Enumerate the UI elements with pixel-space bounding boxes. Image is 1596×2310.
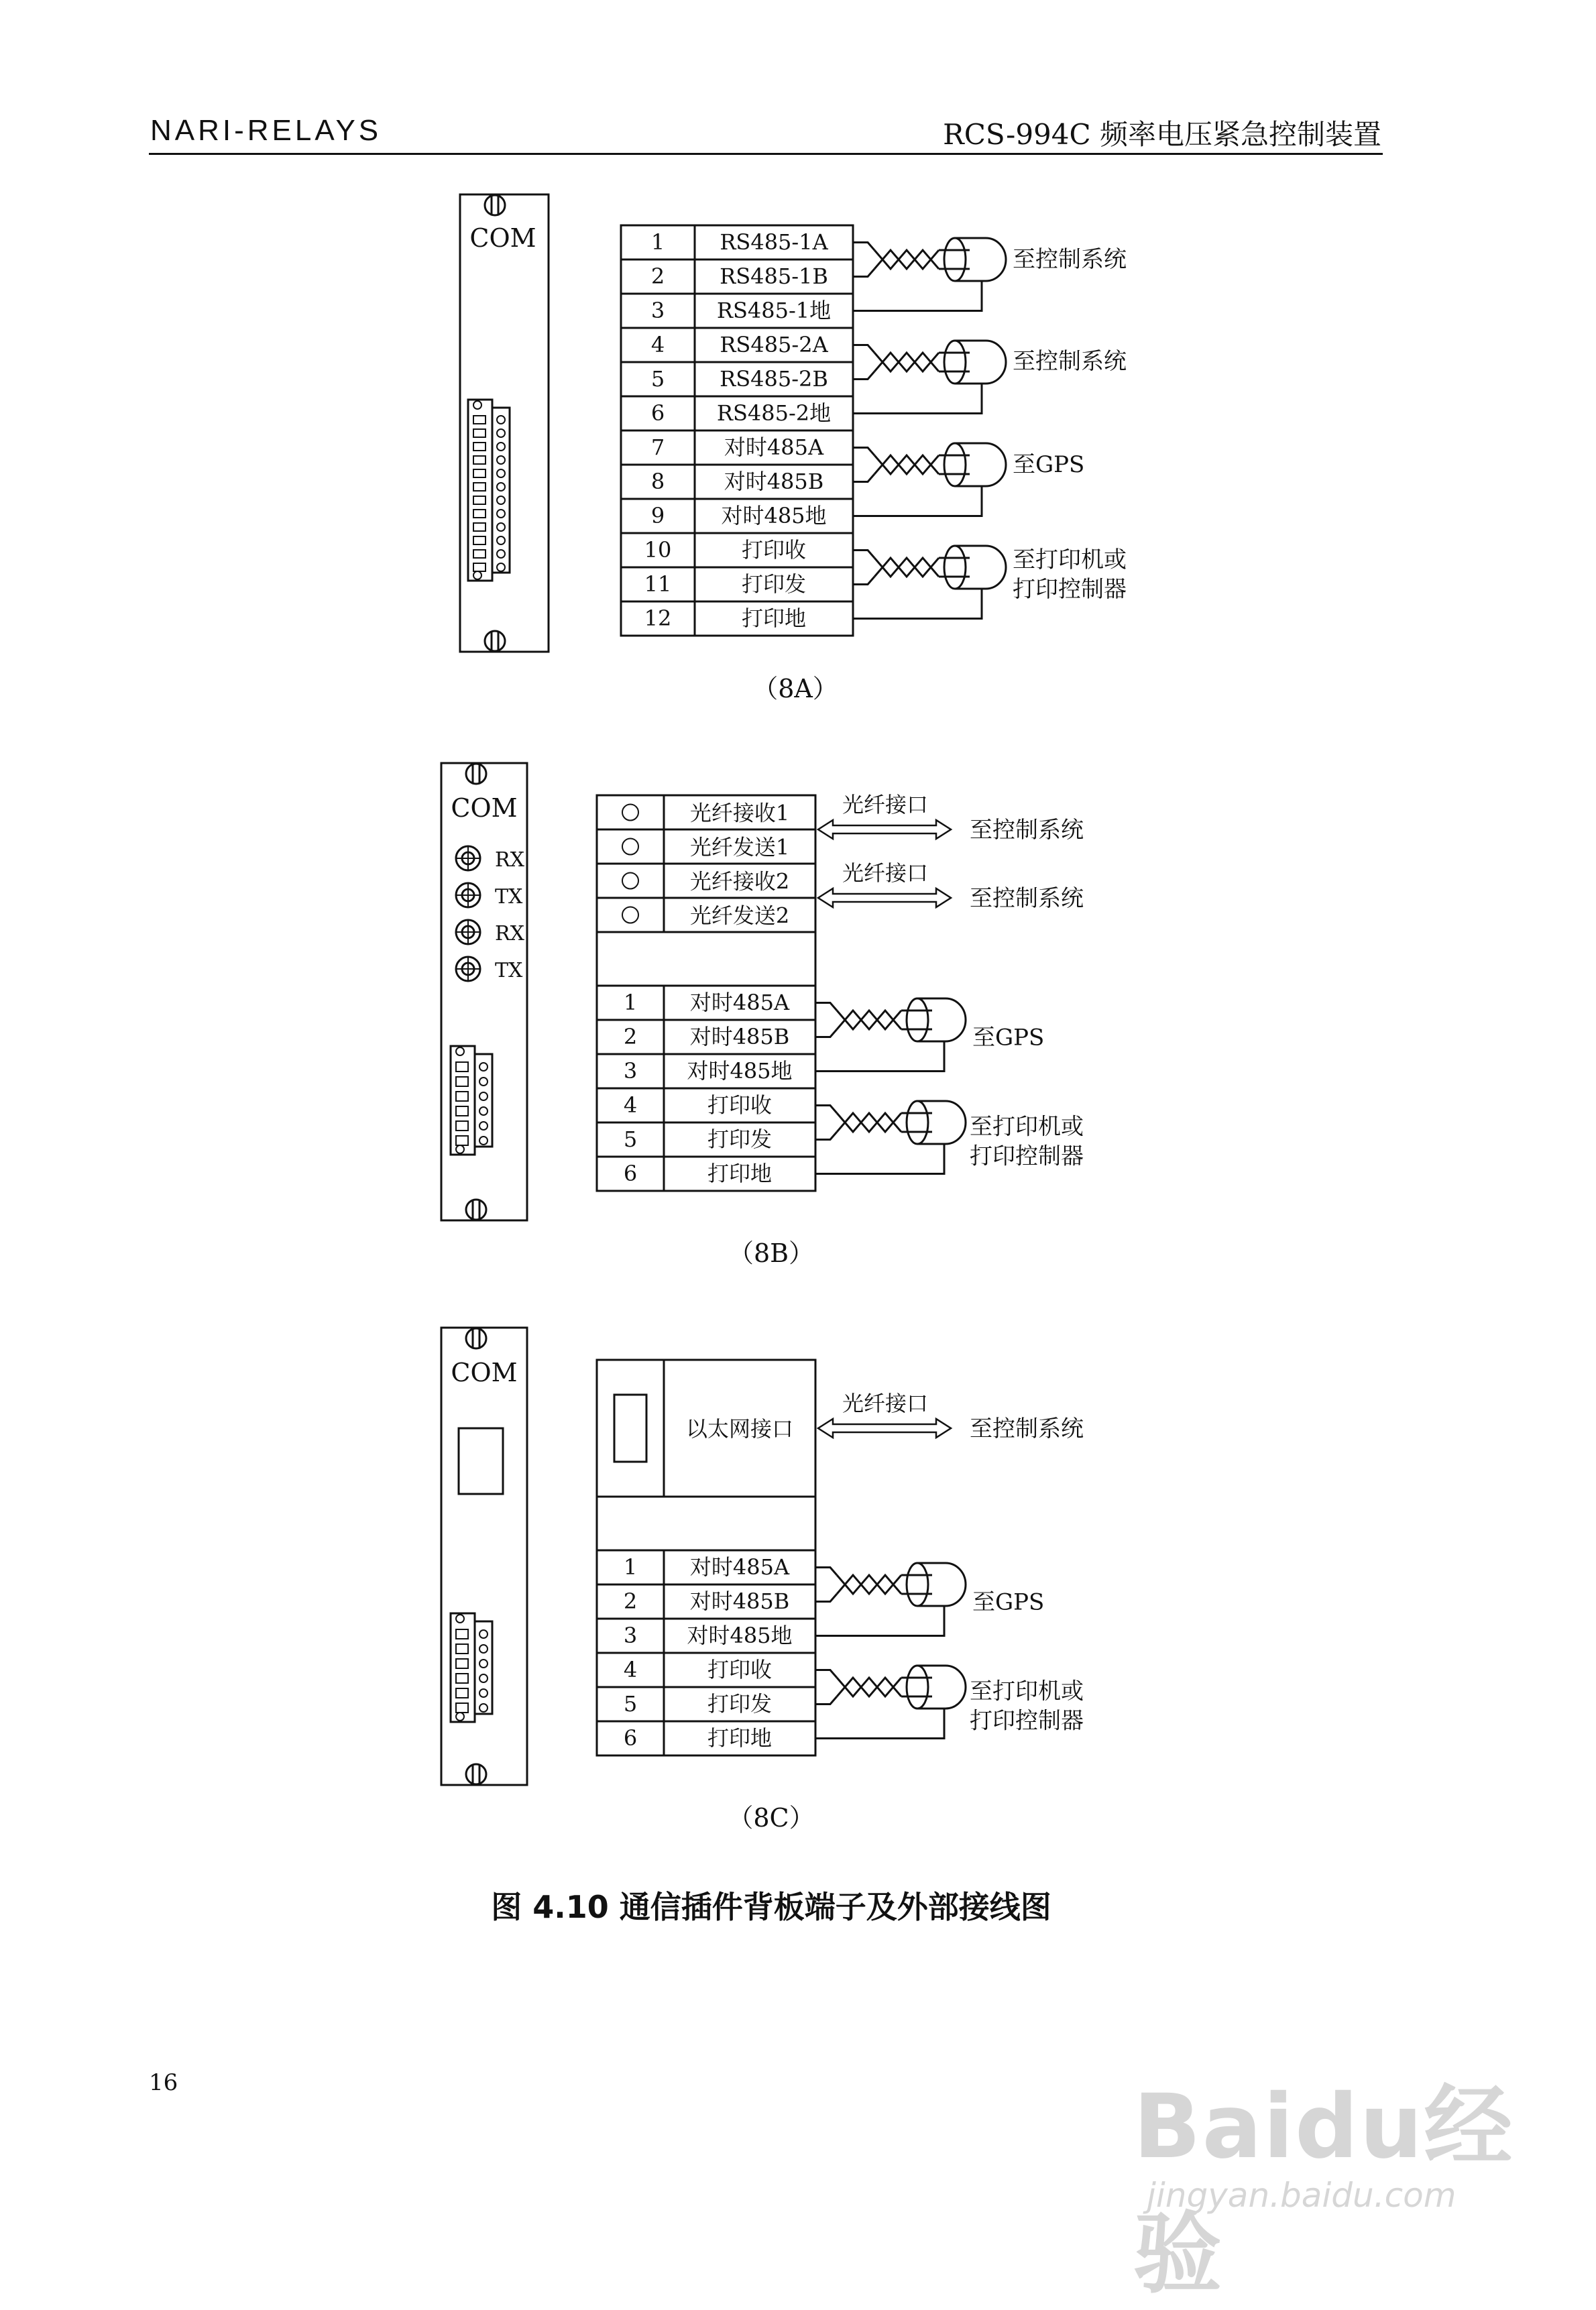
terminal-label: 打印收 bbox=[707, 1657, 773, 1682]
destination-label: 打印控制器 bbox=[1013, 576, 1127, 603]
fiber-indicator-icon bbox=[622, 839, 638, 855]
ground-wire bbox=[853, 281, 982, 311]
destination-label: 打印控制器 bbox=[970, 1143, 1084, 1170]
terminal-slot bbox=[456, 1136, 468, 1145]
fiber-interface-label: 光纤接口 bbox=[842, 860, 929, 886]
cable-end-icon bbox=[944, 238, 966, 281]
terminal-slot bbox=[456, 1688, 468, 1698]
terminal-slot bbox=[456, 1644, 468, 1654]
terminal-end-icon bbox=[473, 571, 481, 579]
terminal-slot bbox=[473, 496, 486, 504]
wire bbox=[815, 1696, 837, 1705]
panel-label-8a: COM bbox=[469, 223, 536, 253]
terminal-slot bbox=[456, 1106, 468, 1116]
terminal-label: 打印地 bbox=[707, 1161, 773, 1186]
header-title: RCS-994C 频率电压紧急控制装置 bbox=[943, 118, 1381, 151]
terminal-slot bbox=[456, 1703, 468, 1713]
terminal-screw-icon bbox=[479, 1689, 488, 1697]
cable-end-icon bbox=[907, 998, 928, 1041]
fiber-indicator-icon bbox=[622, 805, 638, 821]
terminal-label: 对时485A bbox=[724, 435, 824, 460]
terminal-label: 对时485地 bbox=[721, 503, 827, 528]
destination-label: 至GPS bbox=[972, 1024, 1045, 1051]
ground-wire bbox=[853, 486, 982, 516]
ground-wire bbox=[815, 1144, 944, 1174]
fiber-row-label: 光纤发送2 bbox=[689, 903, 790, 929]
terminal-slot bbox=[456, 1121, 468, 1131]
terminal-screw-icon bbox=[479, 1122, 488, 1130]
wire bbox=[815, 1132, 837, 1140]
wire-twist bbox=[874, 353, 939, 371]
terminal-slot bbox=[473, 443, 486, 451]
terminal-screw-icon bbox=[497, 523, 505, 531]
terminal-label: RS485-1地 bbox=[716, 298, 832, 323]
terminal-number: 6 bbox=[650, 400, 665, 426]
fiber-row-label: 光纤接收1 bbox=[689, 800, 790, 826]
wire-twist bbox=[874, 455, 939, 474]
terminal-label: 对时485地 bbox=[687, 1058, 793, 1084]
terminal-number: 6 bbox=[623, 1725, 638, 1751]
screw-icon bbox=[466, 1764, 486, 1784]
terminal-screw-icon bbox=[497, 456, 505, 464]
terminal-slot bbox=[473, 536, 486, 544]
double-arrow-icon bbox=[818, 820, 951, 839]
wire-twist bbox=[874, 558, 939, 577]
terminal-screw-icon bbox=[479, 1660, 488, 1668]
terminal-label: RS485-1B bbox=[720, 264, 828, 289]
wire bbox=[853, 269, 874, 277]
watermark bbox=[1133, 2042, 1562, 2306]
screw-icon bbox=[466, 1328, 486, 1348]
terminal-number: 9 bbox=[650, 503, 665, 528]
terminal-screw-icon bbox=[479, 1630, 488, 1638]
com-panel-8c bbox=[441, 1328, 527, 1785]
terminal-number: 4 bbox=[623, 1092, 638, 1118]
spacer-cell bbox=[597, 1497, 815, 1550]
ground-wire bbox=[815, 1709, 944, 1739]
panel-label-8b: COM bbox=[451, 793, 518, 823]
terminal-label: 对时485地 bbox=[687, 1623, 793, 1648]
wire-twist bbox=[874, 558, 939, 577]
fiber-row-label: 光纤接收2 bbox=[689, 868, 790, 894]
subfigure-caption-8b: （8B） bbox=[728, 1238, 815, 1268]
cable-end-icon bbox=[907, 1563, 928, 1606]
destination-label: 至打印机或 bbox=[970, 1113, 1084, 1141]
terminal-end-icon bbox=[456, 1713, 464, 1721]
wire bbox=[815, 1029, 837, 1037]
terminal-slot bbox=[456, 1077, 468, 1086]
terminal-slot bbox=[473, 416, 486, 424]
terminal-number: 2 bbox=[650, 264, 665, 289]
terminal-slot bbox=[456, 1092, 468, 1101]
panel-label-8c: COM bbox=[451, 1358, 518, 1387]
fiber-interface-label: 光纤接口 bbox=[842, 1391, 929, 1416]
terminal-number: 8 bbox=[650, 469, 665, 494]
destination-label: 至控制系统 bbox=[970, 1416, 1084, 1442]
terminal-slot bbox=[473, 563, 486, 571]
wire bbox=[815, 1568, 837, 1576]
double-arrow-icon bbox=[818, 1419, 951, 1438]
terminal-screw-icon bbox=[497, 536, 505, 544]
terminal-screw-icon bbox=[479, 1674, 488, 1682]
terminal-number: 10 bbox=[644, 537, 672, 563]
watermark-logo: Baidu经验 bbox=[1133, 2075, 1514, 2306]
terminal-screw-icon bbox=[497, 563, 505, 571]
wire-twist bbox=[837, 1678, 901, 1696]
cable-end-icon bbox=[907, 1101, 928, 1144]
terminal-label: 对时485A bbox=[689, 990, 790, 1015]
ethernet-port-icon bbox=[459, 1428, 503, 1494]
terminal-slot bbox=[473, 429, 486, 437]
terminal-label: 对时485B bbox=[724, 469, 824, 494]
wire-twist bbox=[837, 1010, 901, 1029]
terminal-slot bbox=[456, 1629, 468, 1639]
ethernet-label: 以太网接口 bbox=[685, 1416, 794, 1442]
ethernet-socket-icon bbox=[614, 1395, 646, 1462]
wire bbox=[815, 1594, 837, 1602]
terminal-screw-icon bbox=[479, 1704, 488, 1712]
terminal-end-icon bbox=[456, 1047, 464, 1055]
terminal-screw-icon bbox=[497, 483, 505, 491]
subfigure-caption-8a: （8A） bbox=[752, 674, 838, 703]
destination-label: 至控制系统 bbox=[1013, 246, 1127, 273]
terminal-number: 3 bbox=[623, 1058, 638, 1084]
cable-end-icon bbox=[944, 443, 966, 486]
terminal-slot bbox=[473, 510, 486, 518]
wire bbox=[853, 371, 874, 380]
terminal-slot bbox=[473, 456, 486, 464]
com-panel-8b bbox=[441, 763, 527, 1220]
cable-end-icon bbox=[944, 341, 966, 384]
terminal-number: 1 bbox=[623, 1554, 638, 1580]
wire bbox=[815, 1670, 837, 1678]
wire bbox=[853, 448, 874, 456]
wire-twist bbox=[837, 1113, 901, 1132]
terminal-slot bbox=[473, 483, 486, 491]
terminal-screw-icon bbox=[497, 429, 505, 437]
terminal-label: 打印收 bbox=[741, 537, 807, 563]
wire bbox=[853, 474, 874, 482]
cable-end-icon bbox=[944, 546, 966, 589]
cable-end-icon bbox=[907, 1666, 928, 1709]
terminal-label: 打印发 bbox=[707, 1691, 773, 1717]
wire-twist bbox=[874, 250, 939, 269]
terminal-number: 2 bbox=[623, 1024, 638, 1049]
wire bbox=[815, 1003, 837, 1011]
watermark-url: jingyan.baidu.com bbox=[1147, 2176, 1457, 2215]
terminal-label: 对时485A bbox=[689, 1554, 790, 1580]
terminal-screw-icon bbox=[497, 496, 505, 504]
screw-icon bbox=[466, 764, 486, 784]
terminal-end-icon bbox=[473, 401, 481, 409]
terminal-number: 6 bbox=[623, 1161, 638, 1186]
wire bbox=[853, 243, 874, 251]
destination-label: 至打印机或 bbox=[1013, 546, 1127, 573]
terminal-label: 对时485B bbox=[689, 1589, 790, 1614]
terminal-screw-icon bbox=[497, 550, 505, 558]
header-brand: NARI-RELAYS bbox=[150, 114, 382, 147]
wire bbox=[815, 1106, 837, 1114]
terminal-number: 11 bbox=[644, 571, 672, 597]
ground-wire bbox=[853, 384, 982, 414]
double-arrow-icon bbox=[818, 888, 951, 907]
destination-label: 至GPS bbox=[972, 1589, 1045, 1616]
terminal-screw-icon bbox=[479, 1645, 488, 1653]
fiber-port-label: RX bbox=[495, 922, 524, 945]
wire-twist bbox=[837, 1575, 901, 1594]
terminal-screw-icon bbox=[497, 510, 505, 518]
screw-icon bbox=[485, 195, 505, 215]
terminal-end-icon bbox=[456, 1145, 464, 1153]
fiber-interface-label: 光纤接口 bbox=[842, 792, 929, 817]
wire-twist bbox=[837, 1678, 901, 1696]
terminal-number: 3 bbox=[623, 1623, 638, 1648]
spacer-cell bbox=[597, 932, 815, 986]
fiber-indicator-icon bbox=[622, 907, 638, 923]
terminal-number: 12 bbox=[644, 605, 672, 631]
terminal-screw-icon bbox=[479, 1078, 488, 1086]
terminal-number: 2 bbox=[623, 1589, 638, 1614]
terminal-slot bbox=[473, 523, 486, 531]
terminal-label: RS485-2A bbox=[720, 332, 828, 357]
terminal-screw-icon bbox=[479, 1092, 488, 1100]
terminal-screw-icon bbox=[479, 1137, 488, 1145]
terminal-number: 5 bbox=[623, 1691, 638, 1717]
fiber-row-label: 光纤发送1 bbox=[689, 834, 790, 860]
terminal-label: 打印地 bbox=[707, 1725, 773, 1751]
wire-twist bbox=[874, 353, 939, 371]
ground-wire bbox=[815, 1606, 944, 1636]
terminal-slot bbox=[473, 469, 486, 477]
terminal-number: 4 bbox=[650, 332, 665, 357]
terminal-label: 打印发 bbox=[707, 1127, 773, 1152]
terminal-label: RS485-1A bbox=[720, 229, 828, 255]
terminal-slot bbox=[456, 1062, 468, 1072]
screw-icon bbox=[466, 1200, 486, 1220]
terminal-number: 3 bbox=[650, 298, 665, 323]
wire-twist bbox=[837, 1575, 901, 1594]
fiber-port-label: TX bbox=[495, 959, 523, 982]
subfigure-caption-8c: （8C） bbox=[728, 1803, 815, 1833]
terminal-number: 7 bbox=[650, 435, 665, 460]
ground-wire bbox=[853, 589, 982, 619]
terminal-slot bbox=[473, 550, 486, 558]
wire-twist bbox=[837, 1010, 901, 1029]
screw-icon bbox=[485, 631, 505, 651]
terminal-end-icon bbox=[456, 1615, 464, 1623]
terminal-label: 打印发 bbox=[741, 571, 807, 597]
terminal-screw-icon bbox=[497, 416, 505, 424]
terminal-label: 对时485B bbox=[689, 1024, 790, 1049]
fiber-port-label: RX bbox=[495, 848, 524, 872]
terminal-number: 4 bbox=[623, 1657, 638, 1682]
terminal-label: 打印收 bbox=[707, 1092, 773, 1118]
wire-twist bbox=[874, 455, 939, 474]
wire bbox=[853, 345, 874, 353]
wire bbox=[853, 551, 874, 559]
destination-label: 至打印机或 bbox=[970, 1678, 1084, 1705]
page-number: 16 bbox=[149, 2069, 178, 2096]
terminal-number: 5 bbox=[623, 1127, 638, 1152]
figure-caption: 图 4.10 通信插件背板端子及外部接线图 bbox=[491, 1889, 1051, 1925]
destination-label: 打印控制器 bbox=[970, 1707, 1084, 1735]
destination-label: 至GPS bbox=[1013, 451, 1085, 478]
terminal-screw-icon bbox=[479, 1063, 488, 1071]
wire-twist bbox=[837, 1113, 901, 1132]
terminal-label: RS485-2B bbox=[720, 366, 828, 392]
terminal-screw-icon bbox=[497, 443, 505, 451]
terminal-number: 1 bbox=[623, 990, 638, 1015]
destination-label: 至控制系统 bbox=[970, 885, 1084, 912]
ground-wire bbox=[815, 1041, 944, 1072]
destination-label: 至控制系统 bbox=[1013, 348, 1127, 375]
fiber-indicator-icon bbox=[622, 873, 638, 889]
terminal-slot bbox=[456, 1674, 468, 1683]
terminal-label: 打印地 bbox=[741, 605, 807, 631]
terminal-screw-icon bbox=[497, 469, 505, 477]
wire-twist bbox=[874, 250, 939, 269]
destination-label: 至控制系统 bbox=[970, 817, 1084, 844]
wire bbox=[853, 577, 874, 585]
fiber-port-label: TX bbox=[495, 885, 523, 909]
terminal-number: 1 bbox=[650, 229, 665, 255]
terminal-slot bbox=[456, 1659, 468, 1668]
terminal-label: RS485-2地 bbox=[716, 400, 832, 426]
terminal-screw-icon bbox=[479, 1107, 488, 1115]
terminal-number: 5 bbox=[650, 366, 665, 392]
